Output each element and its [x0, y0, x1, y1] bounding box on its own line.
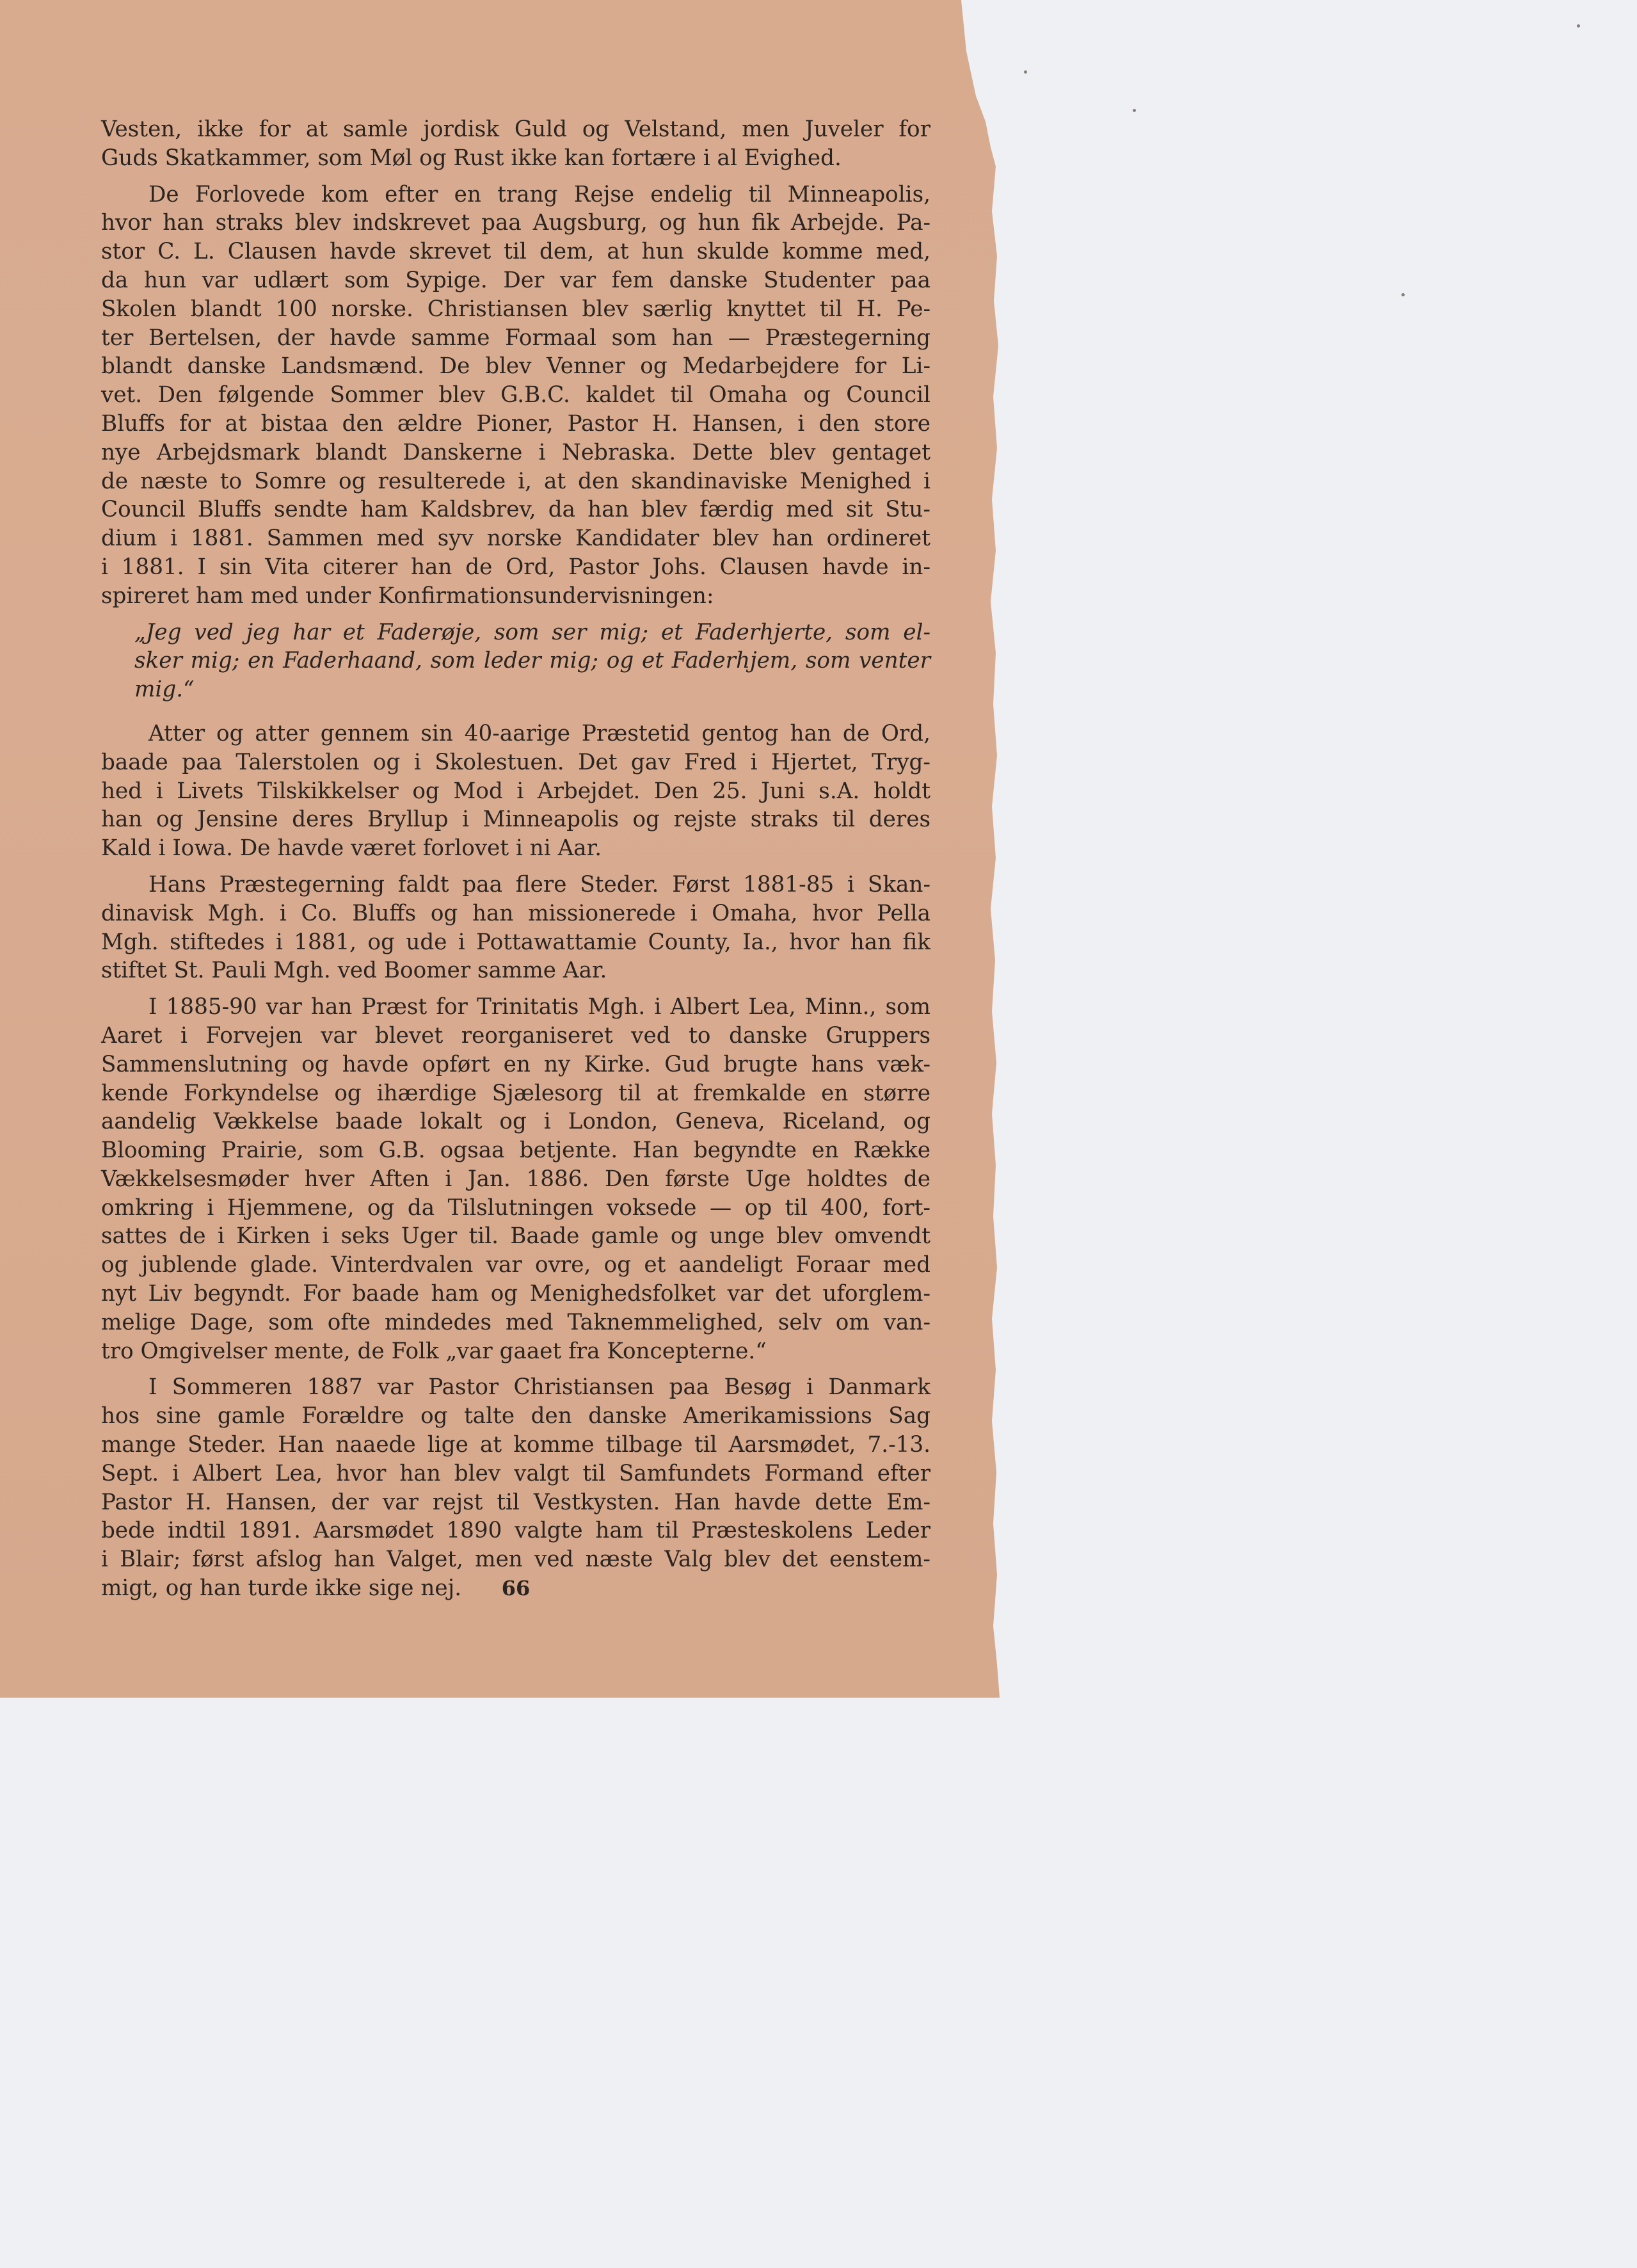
paragraph-gap [101, 611, 930, 618]
paragraph-gap [101, 173, 930, 181]
text-line: melige Dage, som ofte mindedes med Taknemmelighed, selv om van- [101, 1309, 930, 1335]
dust-speck [1024, 70, 1027, 74]
text-line: Vesten, ikke for at samle jordisk Guld og Velstand, men Juveler for [101, 117, 930, 142]
dust-speck [1133, 109, 1136, 112]
text-line: mange Steder. Han naaede lige at komme tilbage til Aarsmødet, 7.-13. [101, 1432, 930, 1458]
text-line: I 1885-90 var han Præst for Trinitatis Mgh. i Albert Lea, Minn., som [148, 994, 930, 1020]
text-line: migt, og han turde ikke sige nej. [101, 1575, 462, 1602]
paragraph-gap [101, 712, 930, 720]
text-line: Mgh. stiftedes i 1881, og ude i Pottawattamie County, Ia., hvor han fik [101, 929, 930, 955]
text-line: Bluffs for at bistaa den ældre Pioner, Pastor H. Hansen, i den store [101, 410, 930, 437]
quote-line: mig.“ [134, 677, 195, 703]
quote-line: sker mig; en Faderhaand, som leder mig; og et Faderhjem, som venter [134, 648, 930, 674]
text-line: stor C. L. Clausen havde skrevet til dem, at hun skulde komme med, [101, 239, 930, 265]
text-line: sattes de i Kirken i seks Uger til. Baade gamle og unge blev omvendt [101, 1223, 930, 1250]
text-line: Blooming Prairie, som G.B. ogsaa betjente. Han begyndte en Række [101, 1138, 930, 1164]
text-line: og jublende glade. Vinterdvalen var ovre, og et aandeligt Foraar med [101, 1252, 930, 1278]
text-line: da hun var udlært som Sypige. Der var fem danske Studenter paa [101, 267, 930, 293]
dust-speck [1577, 24, 1580, 28]
text-line: tro Omgivelser mente, de Folk „var gaaet fra Koncepterne.“ [101, 1338, 767, 1364]
text-line: hvor han straks blev indskrevet paa Augsburg, og hun fik Arbejde. Pa- [101, 210, 930, 236]
page-body-text [101, 115, 930, 1603]
text-line: aandelig Vækkelse baade lokalt og i London, Geneva, Riceland, og [101, 1109, 930, 1135]
page-number: 66 [501, 1576, 531, 1600]
text-line: Kald i Iowa. De havde været forlovet i ni Aar. [101, 835, 602, 862]
text-line: Skolen blandt 100 norske. Christiansen blev særlig knyttet til H. Pe- [101, 296, 930, 322]
text-line: i Blair; først afslog han Valget, men ved næste Valg blev det eenstem- [101, 1547, 930, 1573]
text-line: bede indtil 1891. Aarsmødet 1890 valgte ham til Præsteskolens Leder [101, 1518, 930, 1544]
paragraph-gap [101, 1365, 930, 1373]
text-line: Atter og atter gennem sin 40-aarige Præstetid gentog han de Ord, [148, 720, 930, 746]
text-line: I Sommeren 1887 var Pastor Christiansen paa Besøg i Danmark [148, 1374, 930, 1401]
text-line: Aaret i Forvejen var blevet reorganiseret ved to danske Gruppers [101, 1022, 930, 1049]
text-line: ter Bertelsen, der havde samme Formaal som han — Præstegerning [101, 325, 930, 351]
text-line: kende Forkyndelse og ihærdige Sjælesorg til at fremkalde en større [101, 1080, 930, 1106]
text-line: hos sine gamle Forældre og talte den danske Amerikamissions Sag [101, 1403, 930, 1429]
text-line: blandt danske Landsmænd. De blev Venner og Medarbejdere for Li- [101, 353, 930, 380]
dust-speck [1401, 293, 1405, 296]
text-line: vet. Den følgende Sommer blev G.B.C. kaldet til Omaha og Council [101, 382, 930, 408]
paragraph-gap [101, 704, 930, 712]
text-line: i 1881. I sin Vita citerer han de Ord, Pastor Johs. Clausen havde in- [101, 554, 930, 580]
paragraph-gap [101, 863, 930, 871]
text-line: Hans Præstegerning faldt paa flere Steder. Først 1881-85 i Skan- [148, 871, 930, 897]
text-line: Pastor H. Hansen, der var rejst til Vestkysten. Han havde dette Em- [101, 1489, 930, 1515]
text-line: omkring i Hjemmene, og da Tilslutningen voksede — op til 400, fort- [101, 1194, 930, 1221]
text-line: Council Bluffs sendte ham Kaldsbrev, da han blev færdig med sit Stu- [101, 497, 930, 523]
text-line: nyt Liv begyndt. For baade ham og Menighedsfolket var det uforglem- [101, 1281, 930, 1307]
text-line: Vækkelsesmøder hver Aften i Jan. 1886. Den første Uge holdtes de [101, 1166, 930, 1192]
text-line: spireret ham med under Konfirmationsundervisningen: [101, 583, 714, 609]
paragraph-gap [101, 985, 930, 993]
text-line: Sammenslutning og havde opført en ny Kirke. Gud brugte hans væk- [101, 1051, 930, 1077]
text-line: baade paa Talerstolen og i Skolestuen. Det gav Fred i Hjertet, Tryg- [101, 749, 930, 775]
text-line: hed i Livets Tilskikkelser og Mod i Arbejdet. Den 25. Juni s.A. holdt [101, 778, 930, 804]
text-line: De Forlovede kom efter en trang Rejse endelig til Minneapolis, [148, 181, 930, 207]
text-line: nye Arbejdsmark blandt Danskerne i Nebraska. Dette blev gentaget [101, 439, 930, 465]
text-line: han og Jensine deres Bryllup i Minneapolis og rejste straks til deres [101, 807, 930, 833]
quote-line: „Jeg ved jeg har et Faderøje, som ser mig; et Faderhjerte, som el- [134, 619, 930, 645]
text-line: dium i 1881. Sammen med syv norske Kandidater blev han ordineret [101, 526, 930, 552]
text-line: Sept. i Albert Lea, hvor han blev valgt til Samfundets Formand efter [101, 1460, 930, 1486]
text-line: de næste to Somre og resulterede i, at den skandinaviske Menighed i [101, 468, 930, 494]
text-line: dinavisk Mgh. i Co. Bluffs og han missionerede i Omaha, hvor Pella [101, 900, 930, 926]
text-line: Guds Skatkammer, som Møl og Rust ikke kan fortære i al Evighed. [101, 145, 842, 171]
text-line: stiftet St. Pauli Mgh. ved Boomer samme Aar. [101, 958, 607, 984]
